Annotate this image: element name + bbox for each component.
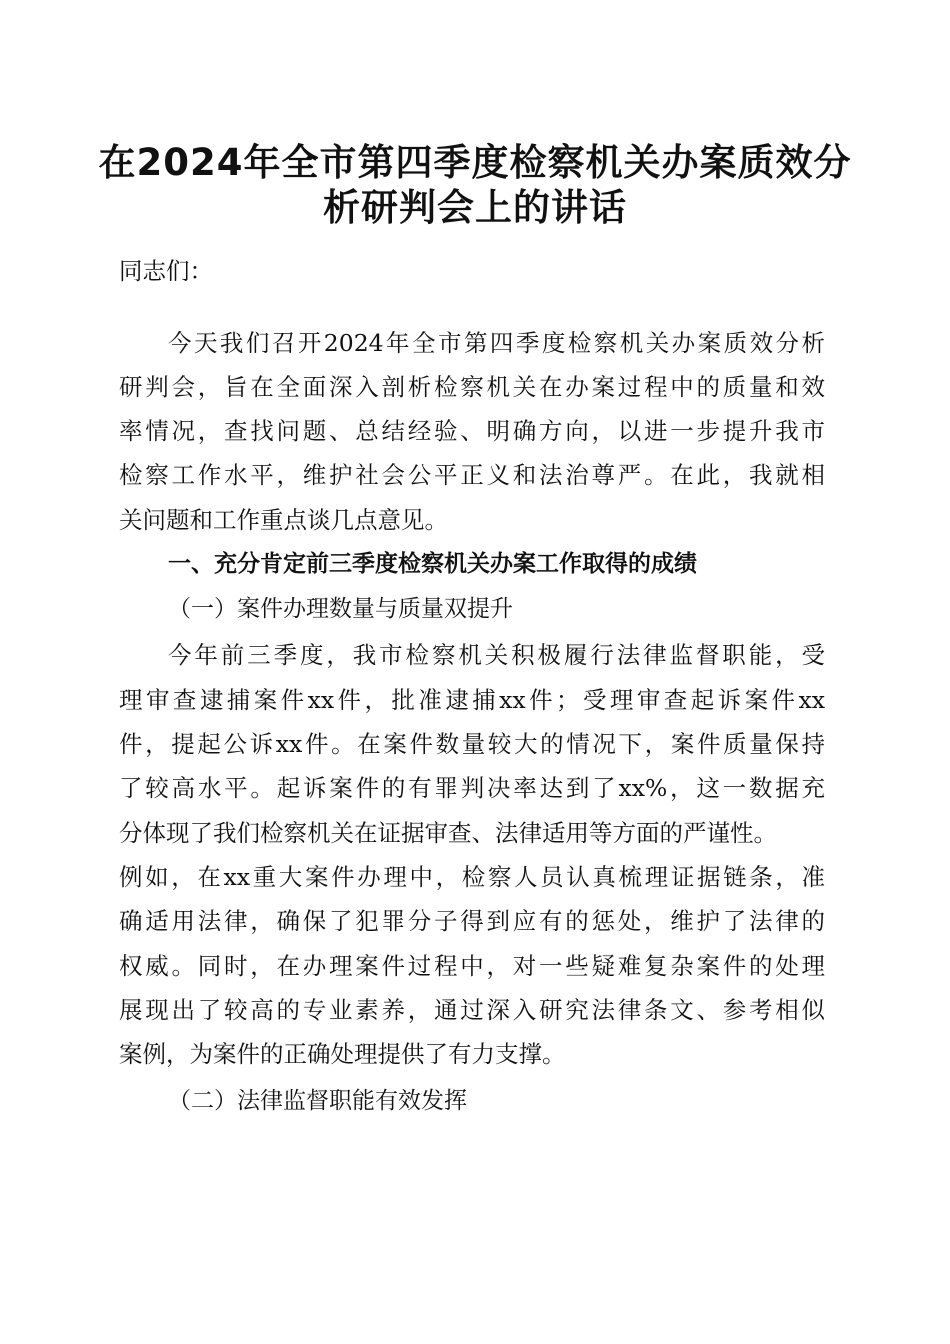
paragraph-line: 了较高水平。起诉案件的有罪判决率达到了xx%，这一数据充 xyxy=(119,774,825,802)
paragraph-line: 今年前三季度，我市检察机关积极履行法律监督职能，受 xyxy=(168,641,825,669)
paragraph-line: 件，提起公诉xx件。在案件数量较大的情况下，案件质量保持 xyxy=(119,730,825,758)
paragraph-line: 权威。同时，在办理案件过程中，对一些疑难复杂案件的处理 xyxy=(119,952,825,980)
intro-line: 今天我们召开2024年全市第四季度检察机关办案质效分析 xyxy=(168,329,825,357)
intro-line: 关问题和工作重点谈几点意见。 xyxy=(119,506,448,534)
paragraph-line: 确适用法律，确保了犯罪分子得到应有的惩处，维护了法律的 xyxy=(119,907,825,935)
section-heading-1: 一、充分肯定前三季度检察机关办案工作取得的成绩 xyxy=(168,551,697,577)
paragraph-line: 案例，为案件的正确处理提供了有力支撑。 xyxy=(119,1040,566,1068)
intro-line: 研判会，旨在全面深入剖析检察机关在办案过程中的质量和效 xyxy=(119,373,825,401)
paragraph-line: 理审查逮捕案件xx件，批准逮捕xx件；受理审查起诉案件xx xyxy=(119,686,825,714)
subsection-heading-1: （一）案件办理数量与质量双提升 xyxy=(168,596,513,622)
document-title-line-1: 在2024年全市第四季度检察机关办案质效分 xyxy=(98,141,852,184)
document-title-line-2: 析研判会上的讲话 xyxy=(323,186,627,229)
paragraph-line: 展现出了较高的专业素养，通过深入研究法律条文、参考相似 xyxy=(119,996,825,1024)
intro-line: 率情况，查找问题、总结经验、明确方向，以进一步提升我市 xyxy=(119,417,825,445)
intro-line: 检察工作水平，维护社会公平正义和法治尊严。在此，我就相 xyxy=(119,461,825,489)
subsection-heading-2: （二）法律监督职能有效发挥 xyxy=(168,1088,467,1114)
paragraph-line: 分体现了我们检察机关在证据审查、法律适用等方面的严谨性。 xyxy=(119,819,777,847)
paragraph-line: 例如，在xx重大案件办理中，检察人员认真梳理证据链条，准 xyxy=(119,863,825,891)
greeting: 同志们： xyxy=(119,257,213,285)
